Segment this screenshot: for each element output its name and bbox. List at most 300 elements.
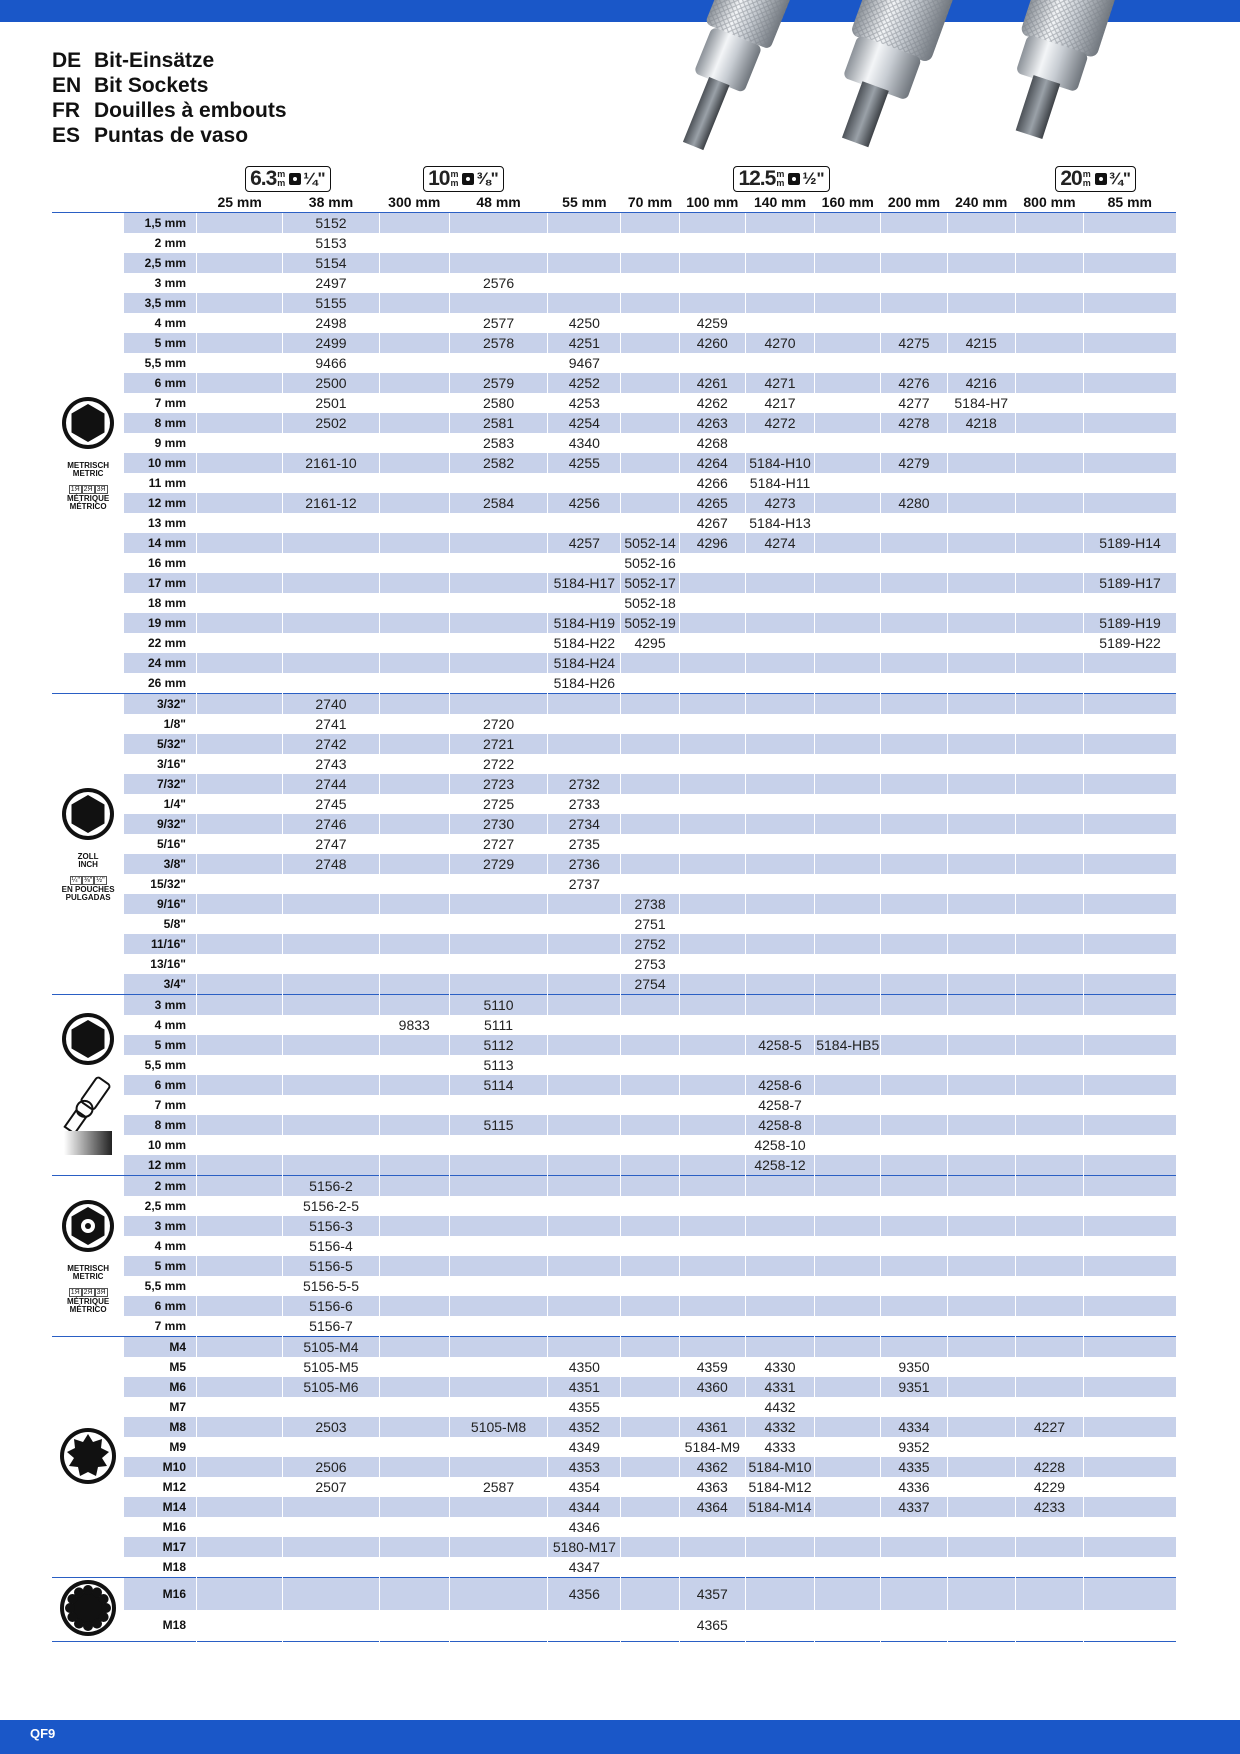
part-number-cell	[379, 914, 449, 934]
size-cell: 9/16"	[124, 894, 196, 914]
part-number-cell	[947, 573, 1015, 593]
part-number-cell	[379, 313, 449, 333]
part-number-cell	[621, 433, 679, 453]
part-number-cell	[449, 1276, 547, 1296]
square-drive-icon	[289, 173, 301, 185]
size-cell: 5,5 mm	[144, 1279, 186, 1293]
part-number-cell: 2583	[449, 433, 547, 453]
part-number-cell: 5114	[449, 1075, 547, 1095]
part-number-cell	[283, 513, 379, 533]
inch-label	[52, 853, 124, 902]
part-number-cell: 4362	[679, 1457, 745, 1477]
part-number-cell	[881, 313, 947, 333]
part-number-cell	[197, 1557, 283, 1578]
part-number-cell	[621, 1477, 679, 1497]
part-number-cell	[197, 1296, 283, 1316]
title-de: DE Bit-Einsätze	[52, 49, 215, 72]
part-number-cell	[379, 1135, 449, 1155]
part-number-cell	[197, 273, 283, 293]
part-number-cell	[881, 894, 947, 914]
part-number-cell	[1084, 974, 1176, 995]
part-number-cell	[621, 1417, 679, 1437]
part-number-cell	[197, 754, 283, 774]
part-number-cell	[449, 593, 547, 613]
part-number-cell	[815, 1216, 881, 1236]
part-number-cell	[881, 213, 947, 234]
part-number-cell: 2506	[283, 1457, 379, 1477]
hex-pin-icon	[52, 1198, 124, 1257]
table-row	[52, 774, 1176, 794]
part-number-cell	[745, 1196, 814, 1216]
size-cell: 6 mm	[124, 373, 196, 393]
part-number-cell	[1015, 1256, 1083, 1276]
part-number-cell	[548, 974, 621, 995]
part-number-cell: 2722	[449, 754, 547, 774]
table-row	[52, 1377, 1176, 1397]
square-drive-icon	[462, 173, 474, 185]
part-number-cell	[815, 1578, 881, 1610]
part-number-cell	[1084, 1517, 1176, 1537]
part-number-cell	[679, 1095, 745, 1115]
part-number-cell: 5184-M12	[745, 1477, 814, 1497]
part-number-cell	[1015, 613, 1083, 633]
table-row	[52, 393, 1176, 413]
part-number-cell	[548, 1216, 621, 1236]
part-number-cell	[379, 1276, 449, 1296]
part-number-cell	[881, 473, 947, 493]
part-number-cell	[1084, 1417, 1176, 1437]
part-number-cell	[548, 1316, 621, 1337]
table-row	[52, 573, 1176, 593]
part-number-cell: 4265	[679, 493, 745, 513]
part-number-cell	[1084, 433, 1176, 453]
part-number-cell	[548, 1075, 621, 1095]
part-number-cell: 2727	[449, 834, 547, 854]
part-number-cell: 9467	[548, 353, 621, 373]
part-number-cell	[1084, 894, 1176, 914]
part-number-cell	[815, 1477, 881, 1497]
part-number-cell: 2584	[449, 493, 547, 513]
part-number-cell: 4344	[548, 1497, 621, 1517]
part-number-cell	[1015, 894, 1083, 914]
part-number-cell	[815, 894, 881, 914]
part-number-cell	[283, 934, 379, 954]
part-number-cell	[745, 1015, 814, 1035]
part-number-cell	[679, 293, 745, 313]
part-number-cell	[621, 1055, 679, 1075]
part-number-cell	[679, 1517, 745, 1537]
part-number-cell: 4359	[679, 1357, 745, 1377]
part-number-cell	[881, 1216, 947, 1236]
part-number-cell: 4349	[548, 1437, 621, 1457]
part-number-cell	[379, 934, 449, 954]
part-number-cell	[621, 754, 679, 774]
unit-label: EN POUCHES	[61, 885, 115, 894]
part-number-cell: 4257	[548, 533, 621, 553]
part-number-cell	[197, 1095, 283, 1115]
table-row	[52, 1610, 1176, 1642]
part-number-cell	[815, 213, 881, 234]
size-cell: 7 mm	[154, 1319, 186, 1333]
part-number-cell	[881, 653, 947, 673]
part-number-cell	[548, 1236, 621, 1256]
part-number-cell	[679, 273, 745, 293]
part-number-cell	[548, 894, 621, 914]
part-number-cell: 4337	[881, 1497, 947, 1517]
part-number-cell	[621, 1517, 679, 1537]
part-number-cell: 4278	[881, 413, 947, 433]
group-icon-cell	[52, 1176, 124, 1337]
table-row	[52, 433, 1176, 453]
part-number-cell	[379, 633, 449, 653]
part-number-cell	[1084, 1357, 1176, 1377]
part-number-cell	[679, 1316, 745, 1337]
square-drive-icon	[1095, 173, 1107, 185]
part-number-cell	[449, 233, 547, 253]
part-number-cell	[621, 1377, 679, 1397]
part-number-cell	[679, 1135, 745, 1155]
part-number-cell	[197, 1337, 283, 1358]
part-number-cell	[379, 333, 449, 353]
size-cell: 5,5 mm	[144, 1058, 186, 1072]
part-number-cell	[881, 253, 947, 273]
part-number-cell	[197, 894, 283, 914]
part-number-cell	[197, 834, 283, 854]
part-number-cell	[1015, 1095, 1083, 1115]
part-number-cell	[745, 1557, 814, 1578]
part-number-cell	[881, 754, 947, 774]
part-number-cell	[621, 874, 679, 894]
size-mark: ¼"	[71, 877, 80, 884]
part-number-cell: 2723	[449, 774, 547, 794]
part-number-cell	[548, 473, 621, 493]
unit-label: ZOLL	[77, 852, 99, 861]
part-number-cell	[815, 513, 881, 533]
part-number-cell: 5184-H11	[745, 473, 814, 493]
part-number-cell	[379, 995, 449, 1016]
part-number-cell	[947, 1578, 1015, 1610]
part-number-cell	[1015, 1236, 1083, 1256]
part-number-cell	[947, 1437, 1015, 1457]
part-number-cell	[621, 233, 679, 253]
size-cell: 2 mm	[124, 1176, 196, 1197]
part-number-cell	[815, 433, 881, 453]
part-number-cell	[745, 613, 814, 633]
part-number-cell	[1015, 1296, 1083, 1316]
part-number-cell	[815, 413, 881, 433]
part-number-cell	[197, 1377, 283, 1397]
part-number-cell	[1015, 1316, 1083, 1337]
part-number-cell	[881, 995, 947, 1016]
table-row	[52, 1176, 1176, 1197]
part-number-cell	[947, 934, 1015, 954]
part-number-cell: 4432	[745, 1397, 814, 1417]
part-number-cell	[621, 513, 679, 533]
part-number-cell	[881, 593, 947, 613]
part-number-cell	[679, 1196, 745, 1216]
part-number-cell	[197, 774, 283, 794]
part-number-cell	[679, 954, 745, 974]
table-row	[52, 1337, 1176, 1358]
size-cell: 10 mm	[124, 453, 196, 473]
part-number-cell	[1015, 553, 1083, 573]
size-mark: 3Я	[96, 1289, 106, 1296]
table-row	[52, 754, 1176, 774]
part-number-cell	[1084, 774, 1176, 794]
part-number-cell	[449, 673, 547, 694]
part-number-cell	[679, 874, 745, 894]
part-number-cell	[621, 1196, 679, 1216]
part-number-cell	[679, 1397, 745, 1417]
part-number-cell	[815, 593, 881, 613]
size-mark: 2Я	[83, 486, 93, 493]
part-number-cell: 4365	[679, 1610, 745, 1642]
part-number-cell	[449, 1155, 547, 1176]
part-number-cell	[1084, 1397, 1176, 1417]
part-number-cell: 4351	[548, 1377, 621, 1397]
part-number-cell	[679, 1075, 745, 1095]
part-number-cell: 5152	[283, 213, 379, 234]
part-number-cell	[1084, 754, 1176, 774]
part-number-cell: 4255	[548, 453, 621, 473]
table-row	[52, 1296, 1176, 1316]
part-number-cell	[197, 1477, 283, 1497]
part-number-cell	[449, 1377, 547, 1397]
table-row	[52, 353, 1176, 373]
part-number-cell	[379, 1055, 449, 1075]
part-number-cell	[881, 1015, 947, 1035]
part-number-cell	[947, 1276, 1015, 1296]
part-number-cell	[679, 974, 745, 995]
part-number-cell	[947, 1236, 1015, 1256]
part-number-cell	[621, 1457, 679, 1477]
part-number-cell: 2741	[283, 714, 379, 734]
part-number-cell: 2732	[548, 774, 621, 794]
part-number-cell	[947, 1015, 1015, 1035]
part-number-cell: 4360	[679, 1377, 745, 1397]
part-number-cell	[881, 934, 947, 954]
part-number-cell	[283, 473, 379, 493]
part-number-cell: 4253	[548, 393, 621, 413]
table-row	[52, 593, 1176, 613]
part-number-cell	[947, 613, 1015, 633]
part-number-cell	[1015, 593, 1083, 613]
part-number-cell	[1084, 353, 1176, 373]
part-number-cell	[621, 774, 679, 794]
part-number-cell	[449, 473, 547, 493]
part-number-cell	[679, 673, 745, 694]
part-number-cell	[283, 553, 379, 573]
part-number-cell	[1015, 914, 1083, 934]
part-number-cell	[1084, 373, 1176, 393]
part-number-cell	[679, 1115, 745, 1135]
part-number-cell	[621, 1075, 679, 1095]
part-number-cell	[947, 995, 1015, 1016]
size-cell: 22 mm	[147, 636, 186, 650]
part-number-cell	[197, 854, 283, 874]
part-number-cell	[1084, 1377, 1176, 1397]
part-number-cell	[815, 1276, 881, 1296]
part-number-cell	[679, 653, 745, 673]
part-number-cell: 4347	[548, 1557, 621, 1578]
part-number-cell	[197, 874, 283, 894]
part-number-cell: 2502	[283, 413, 379, 433]
part-number-cell	[379, 714, 449, 734]
part-number-cell	[548, 934, 621, 954]
part-number-cell	[881, 734, 947, 754]
table-row	[52, 453, 1176, 473]
part-number-cell	[1015, 1357, 1083, 1377]
part-number-cell: 2736	[548, 854, 621, 874]
part-number-cell	[197, 995, 283, 1016]
part-number-cell	[379, 1035, 449, 1055]
part-number-cell	[283, 1517, 379, 1537]
part-number-cell: 2587	[449, 1477, 547, 1497]
part-number-cell	[947, 714, 1015, 734]
part-number-cell	[947, 1457, 1015, 1477]
part-number-cell	[947, 794, 1015, 814]
part-number-cell: 2740	[283, 694, 379, 715]
part-number-cell	[745, 1256, 814, 1276]
part-number-cell	[621, 653, 679, 673]
part-number-cell	[745, 353, 814, 373]
part-number-cell	[621, 1296, 679, 1316]
part-number-cell	[1084, 1075, 1176, 1095]
part-number-cell	[1084, 1055, 1176, 1075]
part-number-cell	[745, 673, 814, 694]
part-number-cell	[815, 1115, 881, 1135]
part-number-cell: 2725	[449, 794, 547, 814]
part-number-cell	[947, 1176, 1015, 1197]
part-number-cell: 2503	[283, 1417, 379, 1437]
part-number-cell: 5154	[283, 253, 379, 273]
size-cell: M16	[124, 1578, 196, 1610]
part-number-cell	[1084, 1135, 1176, 1155]
part-number-cell	[621, 1015, 679, 1035]
part-number-cell: 4296	[679, 533, 745, 553]
part-number-cell	[881, 433, 947, 453]
part-number-cell	[815, 1075, 881, 1095]
size-cell: 3/4"	[124, 974, 196, 995]
part-number-cell	[379, 593, 449, 613]
part-number-cell	[881, 954, 947, 974]
size-cell: 6 mm	[124, 1296, 196, 1316]
part-number-cell	[379, 1155, 449, 1176]
part-number-cell	[197, 1015, 283, 1035]
page-number: QF9	[30, 1726, 56, 1741]
part-number-cell: 4268	[679, 433, 745, 453]
part-number-cell	[449, 954, 547, 974]
square-drive-icon	[788, 173, 800, 185]
part-number-cell	[379, 353, 449, 373]
part-number-cell	[379, 1417, 449, 1437]
part-number-cell	[449, 553, 547, 573]
part-number-cell	[1015, 754, 1083, 774]
part-number-cell	[548, 995, 621, 1016]
part-number-cell	[1084, 293, 1176, 313]
part-number-cell: 4261	[679, 373, 745, 393]
part-number-cell	[679, 1557, 745, 1578]
part-number-cell: 4275	[881, 333, 947, 353]
part-number-cell	[947, 1377, 1015, 1397]
part-number-cell	[947, 593, 1015, 613]
part-number-cell: 5184-M9	[679, 1437, 745, 1457]
part-number-cell	[881, 273, 947, 293]
part-number-cell: 2748	[283, 854, 379, 874]
part-number-cell	[881, 1075, 947, 1095]
part-number-cell: 5105-M4	[283, 1337, 379, 1358]
part-number-cell	[548, 1256, 621, 1276]
part-number-cell	[745, 1517, 814, 1537]
group-icon-cell	[52, 213, 124, 694]
table-row	[52, 914, 1176, 934]
part-number-cell	[449, 253, 547, 273]
part-number-cell	[449, 1497, 547, 1517]
part-number-cell	[679, 1055, 745, 1075]
part-number-cell	[621, 1578, 679, 1610]
part-number-cell	[621, 1437, 679, 1457]
part-number-cell: 4270	[745, 333, 814, 353]
part-number-cell	[679, 253, 745, 273]
part-number-cell	[621, 453, 679, 473]
part-number-cell	[881, 794, 947, 814]
part-number-cell	[197, 1397, 283, 1417]
part-number-cell	[745, 774, 814, 794]
ribe-icon	[52, 1578, 124, 1641]
part-number-cell	[881, 533, 947, 553]
part-number-cell	[1015, 1196, 1083, 1216]
part-number-cell	[197, 1417, 283, 1437]
part-number-cell: 2751	[621, 914, 679, 934]
table-row	[52, 413, 1176, 433]
part-number-cell	[379, 653, 449, 673]
unit-label: MÉTRIQUE	[67, 494, 110, 503]
column-header: 38 mm	[283, 192, 379, 213]
table-row	[52, 995, 1176, 1016]
part-number-cell	[1084, 1337, 1176, 1358]
part-number-cell	[1015, 573, 1083, 593]
part-number-cell	[947, 834, 1015, 854]
part-number-cell	[745, 553, 814, 573]
part-number-cell	[197, 1115, 283, 1135]
part-number-cell	[379, 1075, 449, 1095]
part-number-cell	[283, 653, 379, 673]
part-number-cell	[1015, 1610, 1083, 1642]
part-number-cell	[1015, 1055, 1083, 1075]
part-number-cell	[1015, 694, 1083, 715]
part-number-cell	[679, 1276, 745, 1296]
part-number-cell: 2500	[283, 373, 379, 393]
part-number-cell	[947, 1256, 1015, 1276]
part-number-cell	[1084, 233, 1176, 253]
part-number-cell	[815, 1497, 881, 1517]
part-number-cell	[815, 1316, 881, 1337]
part-number-cell	[679, 1337, 745, 1358]
part-number-cell	[881, 353, 947, 373]
table-row	[52, 1196, 1176, 1216]
table-row	[52, 1457, 1176, 1477]
part-number-cell: 5111	[449, 1015, 547, 1035]
part-number-cell	[548, 694, 621, 715]
part-number-cell	[197, 914, 283, 934]
part-number-cell	[881, 1537, 947, 1557]
part-number-cell: 9466	[283, 353, 379, 373]
part-number-cell	[1084, 1115, 1176, 1135]
part-number-cell: 5189-H17	[1084, 573, 1176, 593]
part-number-cell	[815, 1256, 881, 1276]
part-number-cell: 5113	[449, 1055, 547, 1075]
size-cell: 16 mm	[147, 556, 186, 570]
